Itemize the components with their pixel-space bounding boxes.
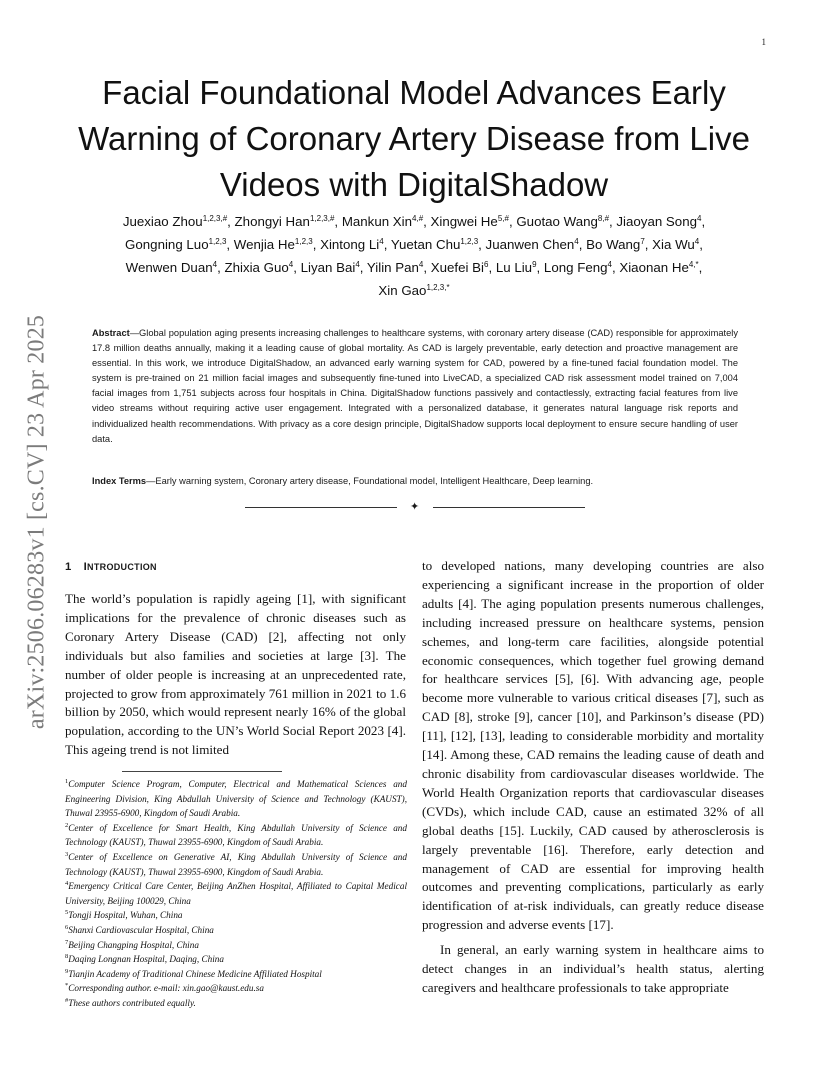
author-name: Gongning Luo [125, 237, 209, 252]
section-title-initial: I [83, 561, 88, 573]
author-affiliation-marker: 1,2,3 [294, 237, 313, 246]
author-affiliation-marker: 1,2,3,* [426, 283, 450, 292]
author-name: Liyan Bai [300, 260, 356, 275]
footnote: $^1$Computer Science Program, Computer, Electrical and Mathematical Sciences and Engineering Division, King Abdullah University of Science and Technology (KAUST), Thuwal 23955-6900, Kingdom of Saudi Arabia. [65, 778, 407, 819]
author-name: Guotao Wang [516, 214, 598, 229]
author-affiliation-marker: 4 [288, 260, 294, 269]
author-affiliation-marker: 9 [532, 260, 537, 269]
author-name: Xia Wu [652, 237, 695, 252]
footnote: $^8$Daqing Longnan Hospital, Daqing, China [65, 953, 224, 965]
footnote: #These authors contributed equally. [65, 996, 196, 1008]
author-affiliation-marker: 4 [607, 260, 612, 269]
abstract [92, 326, 738, 447]
author-line: Wenwen Duan$^4$, Zhixia Guo$^4$, Liyan Bai$^4$, Yilin Pan$^4$, Xuefei Bi$^6$, Lu Liu$^9$, Long Feng$^4$, Xiaonan $He^{4,*}$, [125, 260, 703, 275]
author-name: Mankun Xin [341, 214, 413, 229]
author-affiliation-marker: 4 [355, 260, 360, 269]
author-affiliation-marker: 4 [212, 260, 218, 269]
body-paragraph: The world’s population is rapidly ageing [1], with significant implications for the prevalence of chronic diseases such as Coronary Artery Disease (CAD) [2], affecting not only individuals but also families and societies at large [3]. The number of older people is increasing at an unprecedented rate, projected to grow from approximately 761 million in 2021 to 1.6 billion by 2050, which would represent nearly 16% of the global population, according to the UN’s World Social Report 2023 [4]. This ageing trend is not limited [65, 591, 406, 758]
author-affiliation-marker: 4 [697, 214, 702, 223]
author-line [60, 279, 768, 302]
author-name: Juanwen Chen [485, 237, 575, 252]
paper-title [60, 70, 768, 208]
author-name: Juexiao Zhou [122, 214, 203, 229]
author-name: Wenjia He [233, 237, 295, 252]
author-name: Bo Wang [586, 237, 641, 252]
arxiv-identifier-stamp: arXiv:2506.06283v1 [cs.CV] 23 Apr 2025 [23, 314, 50, 730]
footnote-rule [122, 771, 282, 772]
footnote: $^3$Center of Excellence on Generative AI, King Abdullah University of Science and Technology (KAUST), Thuwal 23955-6900, Kingdom of Saudi Arabia. [65, 850, 407, 877]
section-number: 1 [65, 561, 72, 573]
section-title-rest: NTRODUCTION [87, 562, 157, 572]
index-terms [92, 474, 738, 489]
title-line: Facial Foundational Model Advances Early [102, 74, 726, 111]
author-name: Long Feng [543, 260, 608, 275]
author-affiliation-marker: 4,# [412, 214, 424, 223]
footnote: $^4$Emergency Critical Care Center, Beijing AnZhen Hospital, Affiliated to Capital Medical University, Beijing 100029, China [65, 880, 407, 906]
author-name: Lu Liu [495, 260, 533, 275]
author-name: Xintong Li [320, 237, 380, 252]
abstract-label: Abstract [92, 328, 130, 338]
footnote: $^6$Shanxi Cardiovascular Hospital, China [65, 923, 214, 935]
author-name: Jiaoyan Song [616, 214, 697, 229]
author-name: Zhongyi Han [234, 214, 310, 229]
index-terms-label: Index Terms [92, 476, 147, 486]
footnote: $^2$Center of Excellence for Smart Health, King Abdullah University of Science and Technology (KAUST), Thuwal 23955-6900, Kingdom of Saudi Arabia. [65, 821, 407, 848]
abstract-text: —Global population aging presents increasing challenges to healthcare systems, with coronary artery disease (CAD) responsible for approximately 17.8 million deaths annually, making it a leading cause of global mortality. As CAD is largely preventable, early detection and proactive management are essential. In this work, we introduce DigitalShadow, an advanced early warning system for CAD, powered by a fine-tuned facial foundation model. The system is pre-trained on 21 million facial images and subsequently fine-tuned into LiveCAD, a specialized CAD risk assessment model trained on 7,004 facial images from 1,751 subjects across four hospitals in China. DigitalShadow functions passively and contactlessly, extracting facial features from live video streams without requiring active user engagement. Integrated with a personalized database, it generates natural language risk reports and individualized health recommendations. With privacy as a core design principle, DigitalShadow supports local deployment to ensure secure handling of user data. [92, 328, 738, 444]
author-name: Xiaonan He [619, 260, 689, 275]
index-terms-text: —Early warning system, Coronary artery disease, Foundational model, Intelligent Healthcare, Deep learning. [146, 476, 594, 486]
author-affiliation-marker: 6 [484, 260, 489, 269]
author-affiliation-marker: 4,* [688, 260, 699, 269]
author-name: Xingwei He [430, 214, 498, 229]
title-line: Videos with DigitalShadow [219, 166, 609, 203]
author-line: Juexiao Zhou$^{1,2,3,\#}$, Zhongyi Han$^{1,2,3,\#}$, Mankun Xin$^{4,\#}$, Xingwei $He^{5,\#}$, Guotao Wang$^{8,\#}$, Jiaoyan Song$^4$, [122, 214, 706, 229]
footnote: $^5$Tongji Hospital, Wuhan, China [65, 909, 183, 921]
section-heading [65, 561, 157, 573]
right-column [422, 557, 764, 998]
page-number: 1 [761, 37, 766, 47]
author-affiliation-marker: 4 [379, 237, 384, 246]
author-list [60, 210, 768, 302]
separator-line-left [245, 507, 397, 508]
affiliation-footnotes [65, 777, 407, 1011]
author-name: Zhixia Guo [224, 260, 289, 275]
author-affiliation-marker: 1,2,3,# [202, 214, 228, 223]
section-separator [245, 501, 585, 513]
author-affiliation-marker: 4 [418, 260, 424, 269]
left-column [65, 590, 406, 760]
author-line: Gongning Luo$^{1,2,3}$, Wenjia He$^{1,2,3}$, Xintong Li$^4$, Yuetan Chu$^{1,2,3}$, Juanwen Chen$^4$, Bo Wang$^7$, Xia Wu$^4$, [125, 237, 703, 252]
author-name: Xuefei Bi [430, 260, 484, 275]
author-name: Yilin Pan [366, 260, 419, 275]
footnote: *Corresponding author. e-mail: xin.gao@kaust.edu.sa [65, 982, 264, 994]
footnote: $^7$Beijing Changping Hospital, China [65, 938, 199, 950]
author-affiliation-marker: 1,2,3 [208, 237, 227, 246]
body-paragraph: In general, an early warning system in healthcare aims to detect changes in an individual’s health status, alerting caregivers and healthcare professionals to take appropriate [422, 942, 764, 995]
separator-star-icon: ✦ [410, 500, 420, 513]
title-line: Warning of Coronary Artery Disease from Live [78, 120, 750, 157]
separator-line-right [433, 507, 585, 508]
author-affiliation-marker: 7 [640, 237, 645, 246]
author-name: Yuetan Chu [390, 237, 461, 252]
body-paragraph: to developed nations, many developing countries are also experiencing a significant increase in the proportion of older adults [4]. The aging population presents numerous challenges, including increased pressure on healthcare systems, pension schemes, and long-term care facilities, alongside potential economic consequences, which together fuel growing demand for healthcare services [5], [6]. With advancing age, people become more vulnerable to various critical diseases [7], such as CAD [8], stroke [9], cancer [10], and Parkinson’s disease (PD) [11], [12], [13], leading to considerable morbidity and mortality [14]. Among these, CAD remains the leading cause of death and chronic disability from cardiovascular diseases worldwide. The World Health Organization reports that cardiovascular diseases (CVDs), which include CAD, cause an estimated 32% of all global deaths [15]. Luckily, CAD caused by atherosclerosis is largely preventable [16]. Therefore, early detection and management of CAD are essential for improving health outcomes and preventing complications, particularly as early identification of at-risk individuals, can greatly reduce disease progression and adverse events [17]. [422, 558, 764, 933]
author-affiliation-marker: 1,2,3,# [309, 214, 335, 223]
author-affiliation-marker: 4 [694, 237, 700, 246]
author-affiliation-marker: 1,2,3 [460, 237, 479, 246]
author-affiliation-marker: 5,# [497, 214, 509, 223]
author-affiliation-marker: 8,# [597, 214, 610, 223]
author-name: Wenwen Duan [125, 260, 213, 275]
footnote: $^9$Tianjin Academy of Traditional Chinese Medicine Affiliated Hospital [65, 967, 322, 979]
author-name: Xin Gao [378, 283, 427, 298]
author-affiliation-marker: 4 [574, 237, 579, 246]
